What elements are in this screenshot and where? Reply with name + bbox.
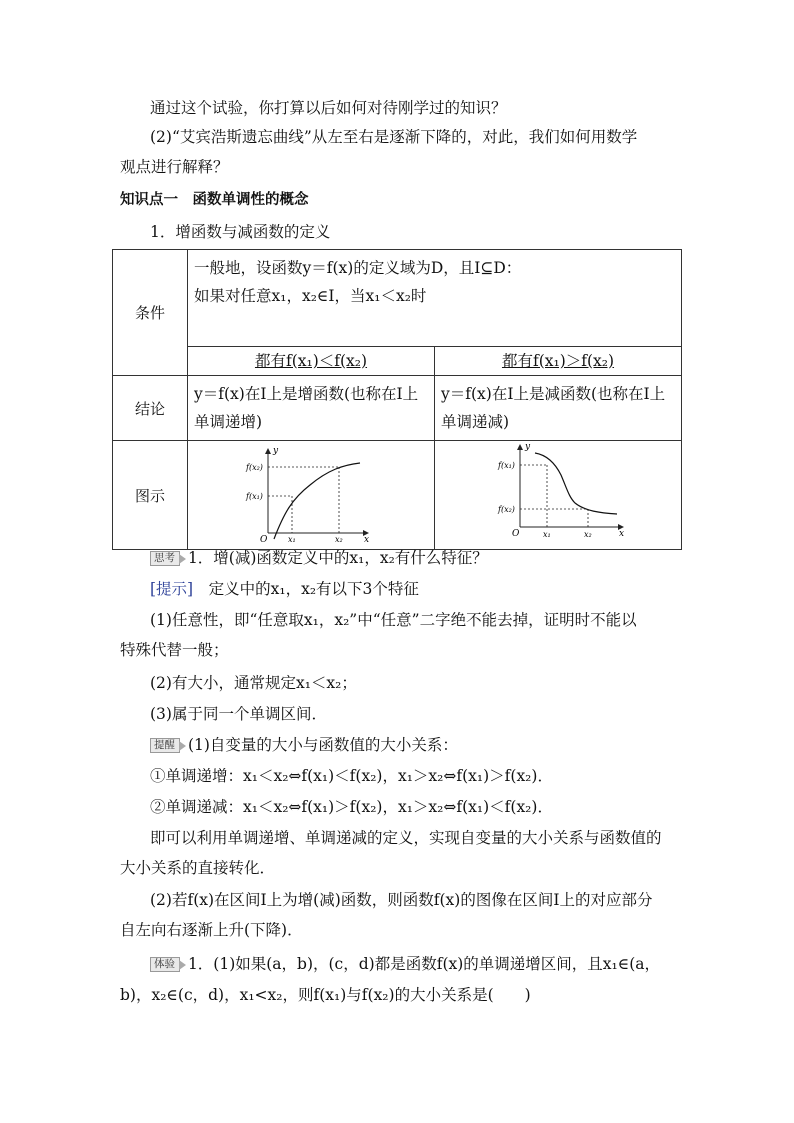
condition-label: 条件 <box>113 250 188 376</box>
increasing-conclusion-line-2: 单调递增) <box>194 413 263 431</box>
remind-paragraph-line-1: 即可以利用单调递增、单调递减的定义，实现自变量的大小关系与函数值的 <box>150 829 662 847</box>
trait-1-line-2: 特殊代替一般； <box>120 641 229 659</box>
decreasing-graph-cell <box>435 441 682 550</box>
x1-label: x₁ <box>543 530 551 539</box>
y-axis-label: y <box>525 442 531 452</box>
x-axis-label: x <box>619 529 625 539</box>
remind-paragraph-line-2: 大小关系的直接转化． <box>120 859 276 877</box>
hint-text: 定义中的x₁，x₂有以下3个特征 <box>208 580 419 598</box>
decreasing-function-graph <box>435 441 681 545</box>
increasing-conclusion-line-1: y＝f(x)在I上是增函数(也称在I上 <box>194 385 419 403</box>
condition-cell <box>188 250 682 347</box>
remind-text-1: (1)自变量的大小与函数值的大小关系： <box>187 736 458 754</box>
trait-2: (2)有大小，通常规定x₁＜x₂； <box>150 674 357 692</box>
fx2-label: f(x₂) <box>246 463 263 472</box>
question-2-line-2: 观点进行解释？ <box>120 158 229 176</box>
hint-line <box>150 579 419 599</box>
remind-2-line-1: (2)若f(x)在区间I上为增(减)函数，则函数f(x)的图像在区间I上的对应部分 <box>150 891 653 909</box>
question-2-line-1: (2)“艾宾浩斯遗忘曲线”从左至右是逐渐下降的，对此，我们如何用数学 <box>150 128 638 146</box>
x-axis-label: x <box>364 535 370 545</box>
trait-3: (3)属于同一个单调区间． <box>150 705 327 723</box>
monotone-decreasing-rule: ②单调递减：x₁＜x₂⇔f(x₁)＞f(x₂)，x₁＞x₂⇔f(x₁)＜f(x₂)． <box>150 798 553 816</box>
fx1-label: f(x₁) <box>246 492 263 501</box>
x2-label: x₂ <box>335 535 343 544</box>
increasing-function-graph <box>188 441 434 545</box>
exercise-line-2: b)，x₂∈(c，d)，x₁<x₂，则f(x₁)与f(x₂)的大小关系是( ) <box>120 986 531 1004</box>
exercise-tag: 体验 <box>150 957 180 972</box>
figure-label: 图示 <box>113 441 188 550</box>
condition-line-1: 一般地，设函数y＝f(x)的定义域为D，且I⊆D： <box>194 259 522 277</box>
origin-label: O <box>512 529 520 539</box>
y-axis-label: y <box>273 446 279 456</box>
increasing-curve <box>274 463 360 539</box>
definition-table <box>112 249 682 550</box>
conclusion-label: 结论 <box>113 376 188 441</box>
remind-2-line-2: 自左向右逐渐上升(下降)． <box>120 921 303 939</box>
think-question <box>150 548 488 568</box>
remind-line-1 <box>150 735 458 755</box>
fx1-label: f(x₁) <box>498 461 515 470</box>
origin-label: O <box>260 535 268 545</box>
exercise-line-1 <box>150 954 660 974</box>
x1-label: x₁ <box>288 535 296 544</box>
increasing-condition: 都有f(x₁)＜f(x₂) <box>188 346 435 375</box>
monotone-increasing-rule: ①单调递增：x₁＜x₂⇔f(x₁)＜f(x₂)，x₁＞x₂⇔f(x₁)＞f(x₂)． <box>150 767 553 785</box>
decreasing-conclusion-line-1: y＝f(x)在I上是减函数(也称在I上 <box>441 385 666 403</box>
x2-label: x₂ <box>584 530 592 539</box>
fx2-label: f(x₂) <box>498 505 515 514</box>
decreasing-condition: 都有f(x₁)＞f(x₂) <box>435 346 682 375</box>
exercise-text-1: 1．(1)如果(a，b)，(c，d)都是函数f(x)的单调递增区间，且x₁∈(a， <box>187 955 661 973</box>
subsection-heading: 1．增函数与减函数的定义 <box>150 223 331 241</box>
decreasing-conclusion <box>435 376 682 441</box>
decreasing-conclusion-line-2: 单调递减) <box>441 413 510 431</box>
remind-tag: 提醒 <box>150 738 180 753</box>
increasing-graph-cell <box>188 441 435 550</box>
intro-line: 通过这个试验，你打算以后如何对待刚学过的知识？ <box>150 99 507 117</box>
think-question-text: 1．增(减)函数定义中的x₁，x₂有什么特征？ <box>187 549 488 567</box>
section-heading: 知识点一 函数单调性的概念 <box>120 192 309 208</box>
decreasing-curve <box>535 453 617 514</box>
think-tag: 思考 <box>150 551 180 566</box>
hint-tag: [提示] <box>150 580 194 598</box>
trait-1-line-1: (1)任意性，即“任意取x₁，x₂”中“任意”二字绝不能去掉，证明时不能以 <box>150 611 637 629</box>
condition-line-2: 如果对任意x₁，x₂∈I，当x₁＜x₂时 <box>194 287 427 305</box>
increasing-conclusion <box>188 376 435 441</box>
